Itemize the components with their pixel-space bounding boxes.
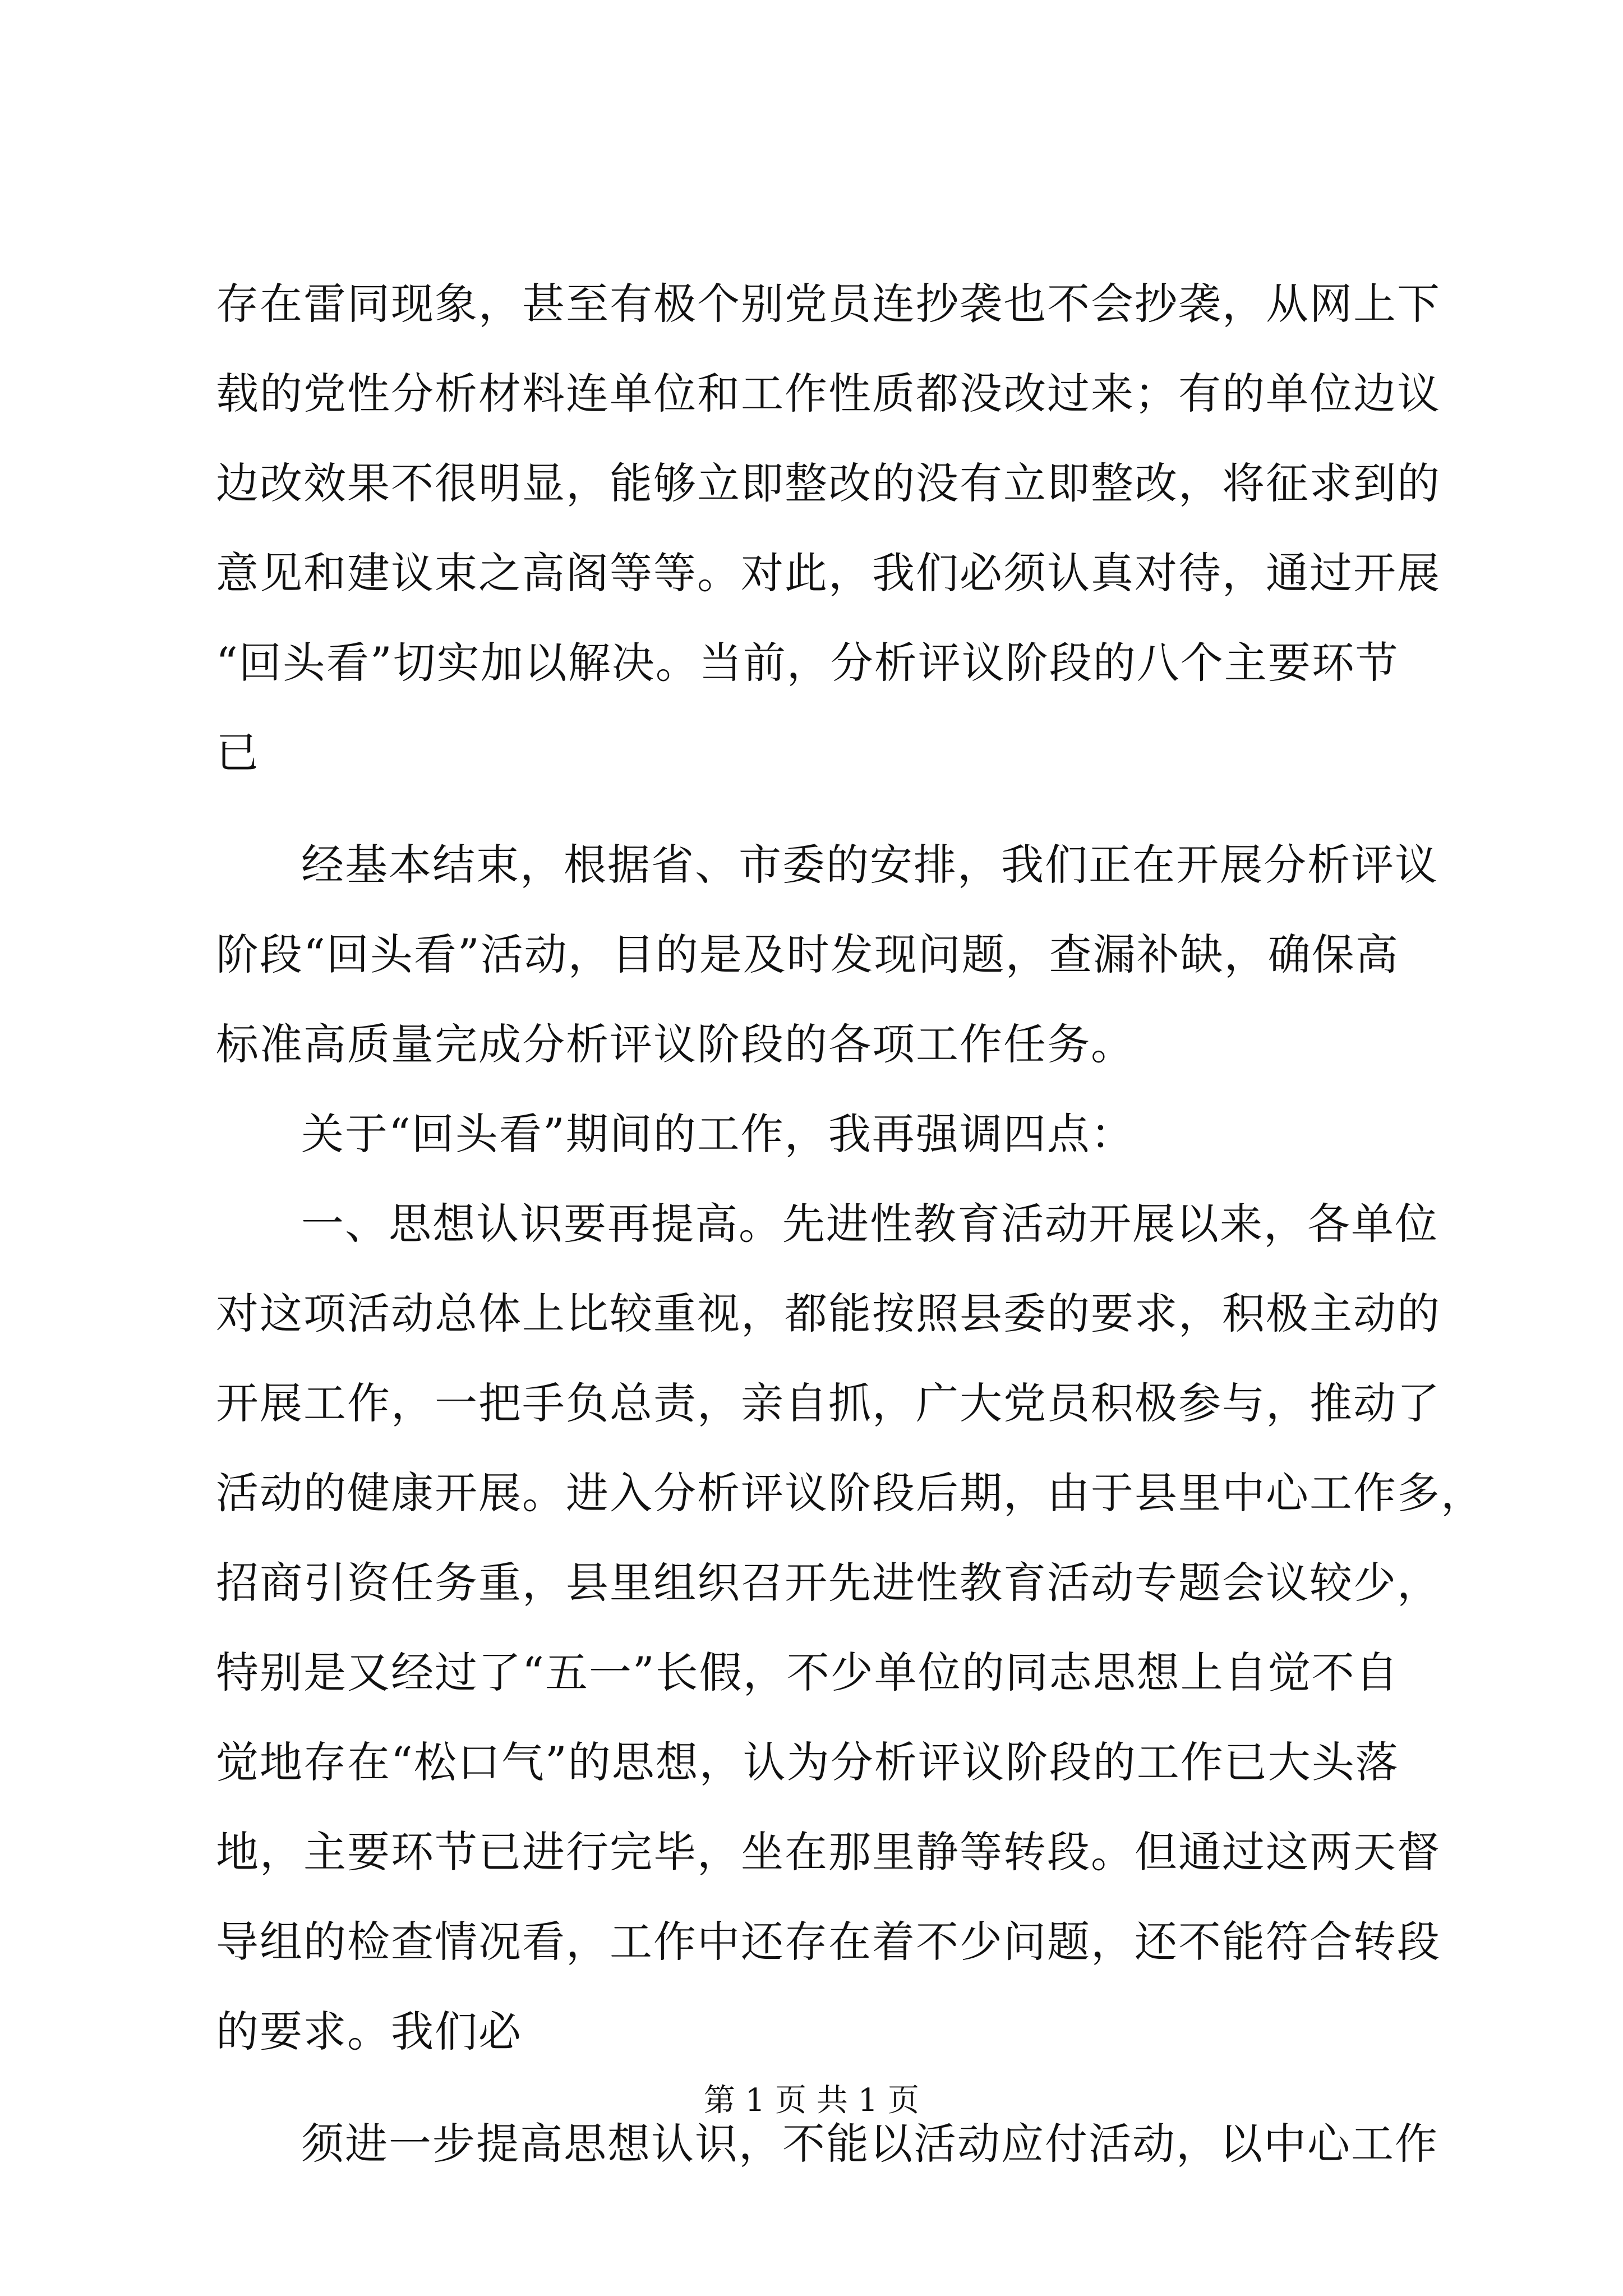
text-line: 意见和建议束之高阁等等。对此，我们必须认真对待，通过开展 — [216, 548, 1441, 598]
paragraph-start-line: 经基本结束，根据省、市委的安排，我们正在开展分析评议 — [301, 840, 1438, 890]
text-line: 招商引资任务重，县里组织召开先进性教育活动专题会议较少， — [216, 1558, 1441, 1608]
paragraph-start-line: 须进一步提高思想认识，不能以活动应付活动，以中心工作 — [301, 2119, 1438, 2169]
page-footer: 第 1 页 共 1 页 — [703, 2082, 920, 2119]
text-line: 地，主要环节已进行完毕，坐在那里静等转段。但通过这两天督 — [216, 1827, 1441, 1877]
text-line: 的要求。我们必 — [216, 2007, 522, 2056]
text-line: “回头看”切实加以解决。当前，分析评议阶段的八个主要环节 — [216, 638, 1399, 688]
paragraph-gap — [216, 798, 1413, 820]
paragraph-start-line: 一、思想认识要再提高。先进性教育活动开展以来，各单位 — [301, 1199, 1438, 1249]
text-line: 载的党性分析材料连单位和工作性质都没改过来；有的单位边议 — [216, 369, 1441, 418]
document-body — [216, 259, 1484, 2189]
paragraph-start-line: 关于“回头看”期间的工作，我再强调四点： — [301, 1109, 1135, 1159]
text-line: 阶段“回头看”活动，目的是及时发现问题，查漏补缺，确保高 — [216, 930, 1399, 979]
text-line: 觉地存在“松口气”的思想，认为分析评议阶段的工作已大头落 — [216, 1737, 1399, 1787]
text-line: 存在雷同现象，甚至有极个别党员连抄袭也不会抄袭，从网上下 — [216, 279, 1441, 329]
text-line: 对这项活动总体上比较重视，都能按照县委的要求，积极主动的 — [216, 1289, 1441, 1338]
text-line: 活动的健康开展。进入分析评议阶段后期，由于县里中心工作多， — [216, 1468, 1484, 1518]
text-line: 导组的检查情况看，工作中还存在着不少问题，还不能符合转段 — [216, 1917, 1441, 1967]
text-line: 边改效果不很明显，能够立即整改的没有立即整改，将征求到的 — [216, 458, 1441, 508]
text-line: 开展工作，一把手负总责，亲自抓，广大党员积极参与，推动了 — [216, 1378, 1441, 1428]
text-line: 标准高质量完成分析评议阶段的各项工作任务。 — [216, 1019, 1135, 1069]
text-line: 已 — [216, 728, 260, 777]
text-line: 特别是又经过了“五一”长假，不少单位的同志思想上自觉不自 — [216, 1648, 1399, 1697]
